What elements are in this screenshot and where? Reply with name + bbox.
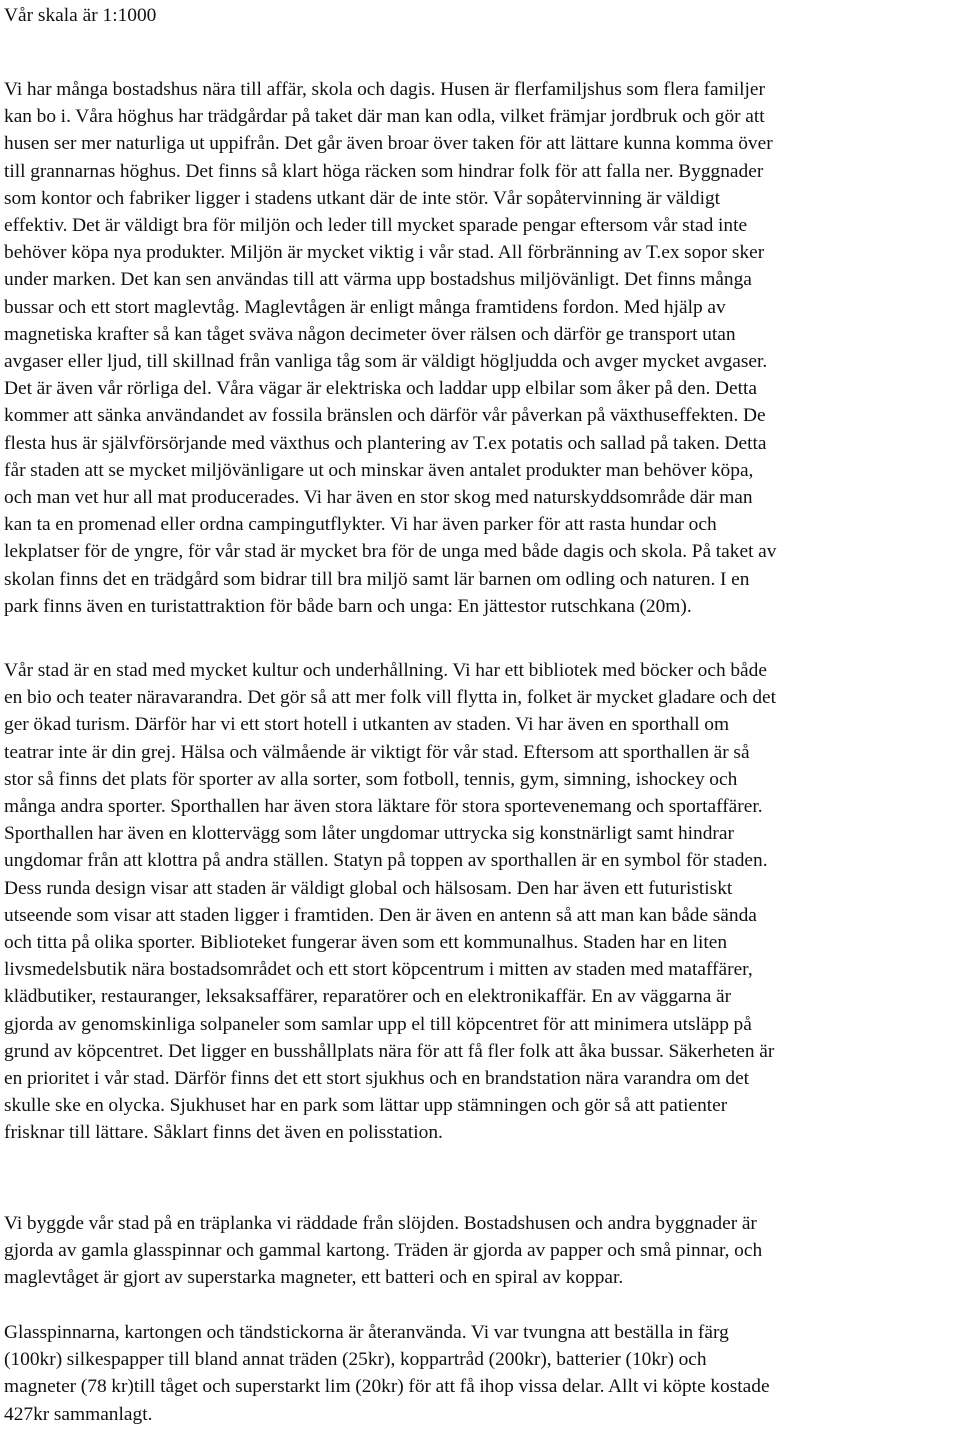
paragraph-line: magnetiska krafter så kan tåget sväva någon decimeter över rälsen och därför ge transport utan [4,323,736,345]
paragraph-line: stor så finns det plats för sporter av alla sorter, som fotboll, tennis, gym, simning, ishockey och [4,768,738,790]
paragraph-line: avgaser eller ljud, till skillnad från vanliga tåg som är väldigt högljudda och avger mycket avgaser. [4,351,768,373]
paragraph-line: park finns även en turistattraktion för både barn och unga: En jättestor rutschkana (20m). [4,595,692,617]
paragraph-materials-cost [4,1319,958,1428]
paragraph-line: skolan finns det en trädgård som bidrar till bra miljö samt lär barnen om odling och naturen. I en [4,568,750,590]
paragraph-line: Dess runda design visar att staden är väldigt global och hälsosam. Den har även ett futuristiskt [4,877,733,899]
paragraph-line: gjorda av gamla glasspinnar och gammal kartong. Träden är gjorda av papper och små pinnar, och [4,1240,763,1262]
paragraph-line: får staden att se mycket miljövänligare ut och minskar även antalet produkter man behöver köpa, [4,459,754,481]
paragraph-line: skulle ske en olycka. Sjukhuset har en park som lättar upp stämningen och gör så att patienter [4,1095,728,1117]
paragraph-line: klädbutiker, restauranger, leksaksaffärer, reparatörer och en elektronikaffär. En av väggarna är [4,986,732,1008]
paragraph-line: bussar och ett stort maglevtåg. Maglevtågen är enligt många framtidens fordon. Med hjälp av [4,296,726,318]
paragraph-line: behöver köpa nya produkter. Miljön är mycket viktig i vår stad. All förbränning av T.ex sopor sker [4,242,765,264]
document-title: Vår skala är 1:1000 [4,5,157,26]
paragraph-line: gjorda av genomskinliga solpaneler som samlar upp el till köpcentret för att minimera utsläpp på [4,1013,752,1035]
paragraph-line: till grannarnas höghus. Det finns så klart höga räcken som hindrar folk för att falla ner. Byggnader [4,160,764,182]
paragraph-line: Det är även vår rörliga del. Våra vägar är elektriska och laddar upp elbilar som åker på den. Detta [4,378,758,400]
paragraph-line: teatrar inte är din grej. Hälsa och välmående är viktigt för vår stad. Eftersom att sporthallen är så [4,741,750,763]
paragraph-line: som kontor och fabriker ligger i stadens utkant där de inte stör. Vår sopåtervinning är väldigt [4,187,721,209]
paragraph-line: Glasspinnarna, kartongen och tändstickorna är återanvända. Vi var tvungna att beställa in färg [4,1322,729,1343]
paragraph-culture-services [4,657,958,1147]
paragraph-line: Vi byggde vår stad på en träplanka vi räddade från slöjden. Bostadshusen och andra byggnader är [4,1213,757,1234]
paragraph-line: ger ökad turism. Därför har vi ett stort hotell i utkanten av staden. Vi har även en sporthall om [4,714,730,736]
paragraph-line: magneter (78 kr)till tåget och superstarkt lim (20kr) för att få ihop vissa delar. Allt vi köpte kostade [4,1376,770,1398]
paragraph-line: kan ta en promenad eller ordna campingutflykter. Vi har även parker för att rasta hundar och [4,514,717,536]
paragraph-line: kan bo i. Våra höghus har trädgårdar på taket där man kan odla, vilket främjar jordbruk och gör att [4,106,765,128]
paragraph-line: 427kr sammanlagt. [4,1403,153,1425]
paragraph-line: flesta hus är självförsörjande med växthus och plantering av T.ex potatis och sallad på taken. Detta [4,432,767,454]
paragraph-line: en prioritet i vår stad. Därför finns det ett stort sjukhus och en brandstation nära varandra om det [4,1068,750,1090]
paragraph-line: ungdomar från att klottra på andra ställen. Statyn på toppen av sporthallen är en symbol för staden. [4,850,768,872]
paragraph-line: Sporthallen har även en klottervägg som låter ungdomar uttrycka sig konstnärligt samt hindrar [4,823,734,845]
paragraph-line: utseende som visar att staden ligger i framtiden. Den är även en antenn så att man kan både sända [4,904,757,926]
paragraph-line: grund av köpcentret. Det ligger en busshållplats nära för att få fler folk att åka bussar. Säkerheten är [4,1040,775,1062]
paragraph-line: livsmedelsbutik nära bostadsområdet och ett stort köpcentrum i mitten av staden med mataffärer, [4,959,753,981]
paragraph-line: många andra sporter. Sporthallen har även stora läktare för stora sportevenemang och sportaffärer. [4,796,763,818]
paragraph-line: effektiv. Det är väldigt bra för miljön och leder till mycket sparade pengar eftersom vår stad inte [4,215,748,237]
paragraph-line: maglevtåget är gjort av superstarka magneter, ett batteri och en spiral av koppar. [4,1267,624,1289]
paragraph-line: lekplatser för de yngre, för vår stad är mycket bra för de unga med både dagis och skola. På taket av [4,541,777,563]
paragraph-line: Vår stad är en stad med mycket kultur och underhållning. Vi har ett bibliotek med böcker och både [4,660,767,681]
paragraph-line: frisknar till lättare. Såklart finns det även en polisstation. [4,1122,443,1144]
paragraph-line: under marken. Det kan sen användas till att värma upp bostadshus miljövänligt. Det finns många [4,269,752,291]
paragraph-line: Vi har många bostadshus nära till affär, skola och dagis. Husen är flerfamiljshus som flera familjer [4,79,765,100]
paragraph-line: kommer att sänka användandet av fossila bränslen och därför vår påverkan på växthuseffekten. De [4,405,766,427]
paragraph-line: (100kr) silkespapper till bland annat träden (25kr), koppartråd (200kr), batterier (10kr) och [4,1349,707,1371]
paragraph-line: och titta på olika sporter. Biblioteket fungerar även som ett kommunalhus. Staden har en liten [4,932,728,954]
paragraph-line: en bio och teater näravarandra. Det gör så att mer folk vill flytta in, folket är mycket gladare och det [4,687,777,709]
paragraph-construction [4,1210,958,1292]
paragraph-housing-environment [4,76,958,620]
paragraph-line: och man vet hur all mat producerades. Vi har även en stor skog med naturskyddsområde där man [4,487,753,509]
paragraph-line: husen ser mer naturliga ut uppifrån. Det går även broar över taken för att lättare kunna komma över [4,133,773,155]
